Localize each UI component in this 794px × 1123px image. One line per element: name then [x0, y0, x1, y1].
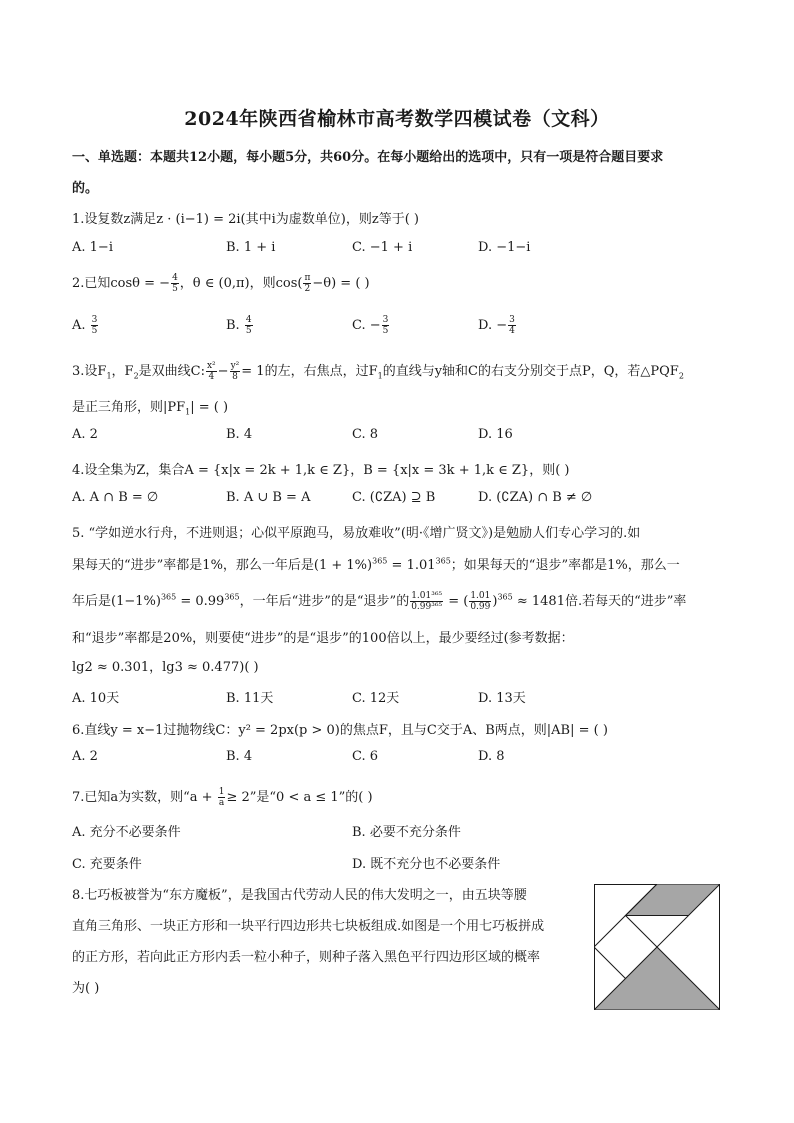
q3-option-b: B. 4 [226, 427, 253, 442]
q3-stem-line1 [72, 360, 684, 382]
q5-line2-c: ；如果每天的“退步”率都是1%，那么一 [450, 558, 680, 573]
q2-option-c-label: C. [352, 318, 366, 333]
q2-option-b-den: 5 [245, 326, 252, 336]
q1-option-b: B. 1 + i [226, 240, 276, 255]
q7-frac-den: a [218, 798, 225, 808]
q3-stem-d: = 1的左，右焦点，过F [241, 364, 378, 379]
q1-option-c: C. −1 + i [352, 240, 413, 255]
q8-line2: 直角三角形、一块正方形和一块平行四边形共七块板组成.如图是一个用七巧板拼成 [72, 919, 545, 934]
q2-stem-b: ，θ ∈ (0,π)，则cos( [179, 276, 303, 291]
q2-option-c-sign: − [369, 318, 381, 333]
q3-frac-1 [206, 361, 217, 382]
q5-frac-b-num: 1.01 [470, 591, 491, 601]
q3-stem-line2 [72, 396, 228, 417]
q2-option-a-num: 3 [91, 315, 98, 325]
q2-stem [72, 272, 370, 294]
q5-exp-c: 365 [160, 592, 177, 602]
q3-frac-1-num: x² [206, 361, 216, 371]
q3-sub-1c: 1 [185, 407, 191, 417]
q6-option-b: B. 4 [226, 749, 253, 764]
q2-option-d-sign: − [496, 318, 508, 333]
q5-line2-a: 果每天的“进步”率都是1%，那么一年后是(1 + 1%) [72, 558, 373, 573]
q2-frac-1-den: 5 [172, 284, 178, 294]
q7-option-d: D. 既不充分也不必要条件 [352, 857, 501, 872]
q5-exp-e: 365 [497, 592, 513, 602]
section-heading-line1: 一、单选题：本题共12小题，每小题5分，共60分。在每小题给出的选项中，只有一项是符合题目要求 [72, 150, 664, 165]
q7-stem-a: 7.已知a为实数，则“a + [72, 790, 217, 805]
q5-exp-d: 365 [224, 592, 240, 602]
q3-stem-a: 3.设F [72, 364, 107, 379]
q5-line3-e: ) [492, 594, 498, 609]
q2-option-a-label: A. [72, 318, 86, 333]
q5-frac-b-den: 0.99 [470, 602, 491, 612]
q2-stem-c: −θ) = ( ) [312, 276, 370, 291]
q3-frac-2 [230, 361, 241, 382]
q5-frac-a-num: 1.01³⁶⁵ [411, 591, 443, 601]
q2-option-c-num: 3 [382, 315, 389, 325]
q3-frac-2-num: y² [230, 361, 240, 371]
q5-exp-a: 365 [372, 556, 388, 566]
q2-option-a-frac [91, 315, 99, 336]
q2-option-d-den: 4 [509, 326, 515, 336]
q5-line2-b: = 1.01 [387, 558, 436, 573]
q2-option-d-num: 3 [509, 315, 515, 325]
q3-sub-1b: 1 [377, 371, 383, 381]
q5-frac-b [469, 591, 491, 612]
q3-stem-b: ，F [111, 364, 134, 379]
q2-option-b-frac [245, 315, 253, 336]
q7-option-a: A. 充分不必要条件 [72, 825, 181, 840]
q2-option-a-den: 5 [91, 326, 98, 336]
q2-option-b [226, 315, 254, 336]
q3-stem-e: 的直线与y轴和C的右支分别交于点P，Q，若△PQF [382, 364, 679, 379]
q2-option-d-label: D. [478, 318, 493, 333]
q5-line2 [72, 554, 680, 573]
q3-sub-1a: 1 [106, 371, 112, 381]
q5-frac-a [410, 591, 443, 612]
page-title: 2024年陕西省榆林市高考数学四模试卷（文科） [184, 108, 610, 130]
q4-option-a: A. A ∩ B = ∅ [72, 490, 159, 505]
q8-line3: 的正方形，若向此正方形内丢一粒小种子，则种子落入黑色平行四边形区域的概率 [72, 950, 541, 965]
q4-option-d: D. (∁ZA) ∩ B ≠ ∅ [478, 490, 593, 505]
q6-option-d: D. 8 [478, 749, 505, 764]
q2-option-c [352, 315, 390, 336]
q3-minus: − [217, 364, 229, 379]
q6-option-c: C. 6 [352, 749, 379, 764]
q5-line3-b: = 0.99 [176, 594, 225, 609]
q5-line3-a: 年后是(1−1%) [72, 594, 161, 609]
q8-line4: 为( ) [72, 981, 100, 996]
q5-line3-c: ，一年后“进步”的是“退步”的 [239, 594, 410, 609]
tangram-figure [594, 884, 720, 1010]
q5-exp-b: 365 [435, 556, 451, 566]
q5-option-d: D. 13天 [478, 691, 526, 706]
q3-option-c: C. 8 [352, 427, 379, 442]
q5-frac-a-den: 0.99³⁶⁵ [411, 602, 443, 612]
q4-option-b: B. A ∪ B = A [226, 490, 311, 505]
q3-stem-f: 是正三角形，则|PF [72, 400, 186, 415]
q7-frac [218, 787, 226, 808]
q2-frac-1-num: 4 [172, 273, 178, 283]
q1-option-d: D. −1−i [478, 240, 531, 255]
q1-option-a: A. 1−i [72, 240, 113, 255]
q5-option-a: A. 10天 [72, 691, 120, 706]
q2-frac-2-den: 2 [304, 284, 311, 294]
q2-frac-2 [303, 273, 311, 294]
q7-stem-b: ≥ 2”是“0 < a ≤ 1”的( ) [226, 790, 373, 805]
q2-option-c-frac [382, 315, 390, 336]
q3-sub-2b: 2 [678, 371, 684, 381]
q4-option-c: C. (∁ZA) ⊇ B [352, 490, 436, 505]
q3-frac-2-den: 8 [232, 372, 238, 382]
q2-option-b-label: B. [226, 318, 240, 333]
q6-option-a: A. 2 [72, 749, 98, 764]
q3-stem-g: | = ( ) [190, 400, 229, 415]
q5-option-c: C. 12天 [352, 691, 400, 706]
q5-line4: 和“退步”率都是20%，则要使“进步”的是“退步”的100倍以上，最少要经过(参考数据： [72, 631, 574, 646]
q2-stem-a: 2.已知cosθ = − [72, 276, 171, 291]
q3-frac-1-den: 4 [208, 372, 215, 382]
q5-line5: lg2 ≈ 0.301，lg3 ≈ 0.477)( ) [72, 660, 259, 675]
q5-line3 [72, 590, 686, 612]
q2-option-d-frac [508, 315, 516, 336]
q3-option-a: A. 2 [72, 427, 98, 442]
q5-option-b: B. 11天 [226, 691, 274, 706]
q7-option-c: C. 充要条件 [72, 857, 142, 872]
q1-stem: 1.设复数z满足z · (i−1) = 2i(其中i为虚数单位)，则z等于( ) [72, 212, 419, 227]
q8-line1: 8.七巧板被誉为“东方魔板”，是我国古代劳动人民的伟大发明之一，由五块等腰 [72, 888, 527, 903]
q6-stem: 6.直线y = x−1过抛物线C：y² = 2px(p > 0)的焦点F，且与C交于A、B两点，则|AB| = ( ) [72, 723, 608, 738]
section-heading-line2: 的。 [72, 181, 99, 196]
q3-stem-c: 是双曲线C: [138, 364, 205, 379]
q5-line1: 5. “学如逆水行舟，不进则退；心似平原跑马，易放难收”(明·《增广贤文》)是勉励人们专心学习的.如 [72, 526, 641, 541]
q5-line3-d: = ( [444, 594, 469, 609]
q4-stem: 4.设全集为Z，集合A = {x|x = 2k + 1,k ∈ Z}，B = {x|x = 3k + 1,k ∈ Z}，则( ) [72, 463, 570, 478]
q2-option-a [72, 315, 99, 336]
q5-line3-f: ≈ 1481倍.若每天的“进步”率 [512, 594, 687, 609]
q2-frac-2-num: π [304, 273, 311, 283]
q7-option-b: B. 必要不充分条件 [352, 825, 461, 840]
q3-sub-2a: 2 [133, 371, 139, 381]
q2-frac-1 [171, 273, 179, 294]
q3-option-d: D. 16 [478, 427, 513, 442]
q7-stem [72, 786, 373, 808]
q2-option-c-den: 5 [382, 326, 389, 336]
q7-frac-num: 1 [218, 787, 225, 797]
q2-option-d [478, 315, 517, 336]
q2-option-b-num: 4 [245, 315, 252, 325]
